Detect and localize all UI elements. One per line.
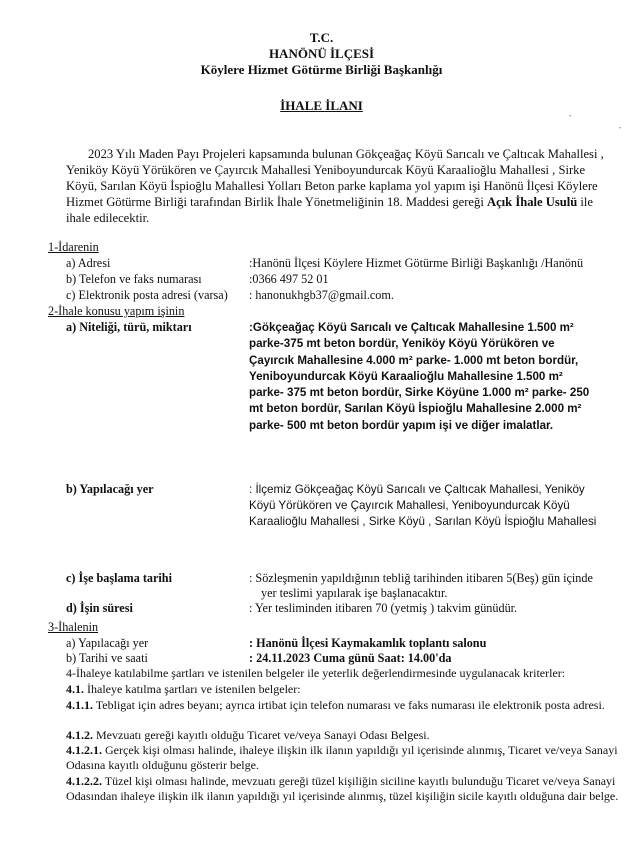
criteria-text: İhaleye katılma şartları ve istenilen belgeler: <box>87 682 301 696</box>
email-value: : hanonukhgb37@gmail.com. <box>249 288 394 302</box>
phone-value: :0366 497 52 01 <box>249 272 329 286</box>
location-line: Köyü Yörükören ve Çayırcık Mahallesi, Yeniboyundurcak Köyü <box>249 499 570 513</box>
intro-method: Açık İhale Usulü <box>486 195 578 209</box>
start-label: c) İşe başlama tarihi <box>66 571 172 585</box>
criteria-4-1-2 <box>66 728 622 743</box>
email-label: c) Elektronik posta adresi (varsa) <box>66 288 228 302</box>
date-label: b) Tarihi ve saati <box>66 651 148 665</box>
nature-description <box>249 320 589 434</box>
criteria-4-1-2-2 <box>66 774 622 804</box>
nature-line: :Gökçeağaç Köyü Sarıcalı ve Çaltıcak Mahallesine 1.500 m² <box>249 321 574 334</box>
nature-line: mt beton bordür, Sarılan Köyü İspioğlu Mahallesine 2.000 m² <box>249 402 582 416</box>
criteria-num: 4.1.2. <box>66 728 93 742</box>
header-tc: T.C. <box>309 30 334 45</box>
criteria-4-1-2-1 <box>66 743 622 773</box>
place-value: : Hanönü İlçesi Kaymakamlık toplantı salonu <box>249 636 487 650</box>
nature-line: parke- 375 mt beton bordür, Sirke Köyüne 1.000 m² parke- 250 <box>249 386 590 400</box>
phone-label: b) Telefon ve faks numarası <box>66 272 202 286</box>
location-description <box>249 482 596 531</box>
start-line-1: : Sözleşmenin yapıldığının tebliğ tarihinden itibaren 5(Beş) gün içinde <box>249 571 593 585</box>
criteria-num: 4.1.2.2. <box>66 774 102 788</box>
nature-line: Çayırcık Mahallesine 4.000 m² parke- 1.000 mt beton bordür, <box>249 353 579 367</box>
criteria-num: 4.1.1. <box>66 698 93 712</box>
criteria-4-1 <box>66 682 622 697</box>
header-district: HANÖNÜ İLÇESİ <box>268 46 375 61</box>
criteria-4: 4-İhaleye katılabilme şartları ve istenilen belgeler ile yeterlik değerlendirmesinde uygulanacak kriterler: <box>66 666 566 680</box>
nature-line: Yeniboyundurcak Köyü Karaalioğlu Mahallesine 1.500 m² <box>249 369 563 383</box>
criteria-text: Tebligat için adres beyanı; ayrıca irtibat için telefon numarası ve faks numarası ile elektronik posta adresi. <box>95 698 605 712</box>
duration-value: : Yer tesliminden itibaren 70 (yetmiş ) takvim günüdür. <box>249 601 518 615</box>
location-line: : İlçemiz Gökçeağaç Köyü Sarıcalı ve Çaltıcak Mahallesi, Yeniköy <box>249 483 585 496</box>
criteria-num: 4.1.2.1. <box>66 743 102 757</box>
intro-text: 2023 Yılı Maden Payı Projeleri kapsamında bulunan Gökçeağaç Köyü Sarıcalı ve Çaltıcak Mahallesi , Yeniköy Köyü Yörükören ve Çayırcık Mahallesi Yeniboyundurcak Köyü Karaalioğlu Mahallesi , Sirke Köyü, Sarılan Köyü İspioğlu Mahallesi Yolları Beton parke kaplama yol yapım işi Hanönü İlçesi Köylere Hizmet Götürme Birliği tarafından Birlik İhale Yönetmeliğinin 18. Maddesi gereği <box>66 147 604 209</box>
criteria-text: Gerçek kişi olması halinde, ihaleye ilişkin ilk ilanın yapıldığı yıl içerisinde alınmış, Ticaret ve/veya Sanayi Odasına kayıtlı olduğunu gösterir belge. <box>66 743 618 772</box>
scan-mark: · <box>618 120 623 135</box>
notice-title: İHALE İLANI <box>280 98 363 113</box>
location-line: Karaalioğlu Mahallesi , Sirke Köyü , Sarılan Köyü İspioğlu Mahallesi <box>249 515 597 529</box>
criteria-text: Mevzuatı gereği kayıtlı olduğu Ticaret ve/veya Sanayi Odası Belgesi. <box>96 728 430 742</box>
place-label: a) Yapılacağı yer <box>66 636 149 650</box>
scan-mark: · <box>568 108 573 123</box>
section1-heading: 1-İdarenin <box>48 240 99 254</box>
address-value: :Hanönü İlçesi Köylere Hizmet Götürme Birliği Başkanlığı /Hanönü <box>249 256 584 270</box>
duration-label: d) İşin süresi <box>66 601 133 615</box>
nature-line: parke-375 mt beton bordür, Yeniköy Köyü Yörükören ve <box>249 337 555 351</box>
header-union: Köylere Hizmet Götürme Birliği Başkanlığı <box>200 62 443 77</box>
address-label: a) Adresi <box>66 256 111 270</box>
location-label: b) Yapılacağı yer <box>66 482 154 496</box>
section3-heading: 3-İhalenin <box>48 620 99 634</box>
nature-line: parke- 500 mt beton bordür yapım işi ve diğer imalatlar. <box>249 418 554 432</box>
criteria-4-1-1 <box>66 698 622 713</box>
nature-label: a) Niteliği, türü, miktarı <box>66 320 192 334</box>
intro-paragraph <box>66 146 606 226</box>
date-value: : 24.11.2023 Cuma günü Saat: 14.00'da <box>249 651 452 665</box>
criteria-num: 4.1. <box>66 682 84 696</box>
section2-heading: 2-İhale konusu yapım işinin <box>48 304 185 318</box>
intro-tail: ile ihale edilecektir. <box>66 195 594 225</box>
criteria-text: Tüzel kişi olması halinde, mevzuatı gereği tüzel kişiliğin siciline kayıtlı bulunduğu Ticaret ve/veya Sanayi Odasından ihaleye ilişkin ilk ilanın yapıldığı yıl içerisinde alınmış, tüzel kişiliğin sicile kayıtlı olduğuna dair belge. <box>66 774 619 803</box>
start-line-2: yer teslimi yapılarak işe başlanacaktır. <box>261 586 448 600</box>
